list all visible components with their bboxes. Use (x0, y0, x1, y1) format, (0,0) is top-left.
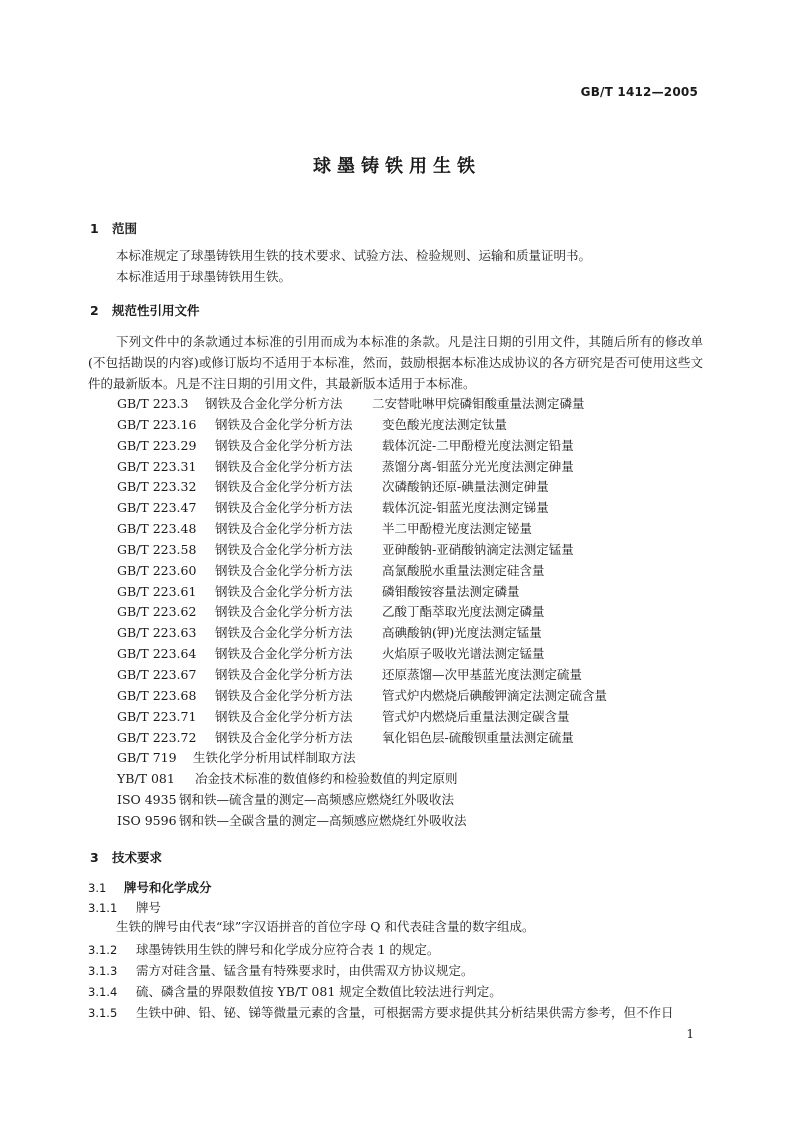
reference-item (117, 394, 607, 415)
reference-series: 钢铁及合金化学分析方法 (215, 521, 353, 537)
section-1-paragraph-1: 本标准规定了球墨铸铁用生铁的技术要求、试验方法、检验规则、运输和质量证明书。 (116, 248, 592, 263)
page-number: 1 (686, 1027, 694, 1041)
section-number: 1 (90, 221, 99, 236)
reference-text: 钢和铁—硫含量的测定—高频感应燃烧红外吸收法 (179, 792, 455, 808)
reference-item (117, 519, 607, 540)
section-2-heading (90, 301, 200, 319)
clause-3-1-4 (88, 982, 502, 1000)
reference-series: 钢铁及合金化学分析方法 (215, 458, 353, 474)
clause-number: 3.1.3 (88, 964, 118, 978)
reference-code: GB/T 223.60 (117, 562, 197, 578)
section-title: 规范性引用文件 (112, 303, 200, 318)
reference-method: 火焰原子吸收光谱法测定锰量 (382, 646, 545, 662)
clause-title: 牌号和化学成分 (124, 880, 212, 895)
reference-series: 钢铁及合金化学分析方法 (215, 666, 353, 682)
clause-number: 3.1.4 (88, 985, 118, 999)
page-title: 球墨铸铁用生铁 (313, 156, 481, 177)
reference-series: 钢铁及合金化学分析方法 (215, 541, 353, 557)
reference-code: GB/T 223.29 (117, 437, 197, 453)
reference-item (117, 728, 607, 749)
reference-item (117, 498, 607, 519)
clause-text: 硫、磷含量的界限数值按 YB/T 081 规定全数值比较法进行判定。 (136, 984, 502, 999)
reference-method: 高碘酸钠(钾)光度法测定锰量 (382, 625, 542, 641)
reference-method: 氧化铝色层-硫酸钡重量法测定硫量 (382, 729, 574, 745)
reference-series: 钢铁及合金化学分析方法 (215, 729, 353, 745)
clause-3-1-1-text: 生铁的牌号由代表“球”字汉语拼音的首位字母 Q 和代表硅含量的数字组成。 (116, 919, 535, 934)
reference-item (117, 623, 607, 644)
section-title: 范围 (112, 221, 138, 236)
clause-text: 球墨铸铁用生铁的牌号和化学成分应符合表 1 的规定。 (136, 942, 440, 957)
reference-method: 次磷酸钠还原-碘量法测定砷量 (382, 479, 549, 495)
clause-3-1-5 (88, 1003, 674, 1021)
reference-series: 钢铁及合金化学分析方法 (215, 416, 353, 432)
reference-code: GB/T 223.16 (117, 416, 197, 432)
section-2-intro: 下列文件中的条款通过本标准的引用而成为本标准的条款。凡是注日期的引用文件，其随后所有的修改单(不包括勘误的内容)或修订版均不适用于本标准，然而，鼓励根据本标准达成协议的各方研究是否可使用这些文件的最新版本。凡是不注日期的引用文件，其最新版本适用于本标准。 (88, 334, 703, 391)
reference-code: ISO 9596 (117, 812, 177, 828)
reference-item (117, 790, 607, 811)
reference-code: GB/T 223.63 (117, 625, 197, 641)
reference-item (117, 769, 607, 790)
reference-series: 钢铁及合金化学分析方法 (215, 437, 353, 453)
reference-text: 生铁化学分析用试样制取方法 (193, 750, 356, 766)
clause-number: 3.1.5 (88, 1006, 118, 1020)
standard-number: GB/T 1412—2005 (580, 85, 698, 99)
clause-text: 需方对硅含量、锰含量有特殊要求时，由供需双方协议规定。 (136, 963, 474, 978)
reference-series: 钢铁及合金化学分析方法 (215, 708, 353, 724)
clause-title: 牌号 (136, 900, 162, 915)
reference-method: 蒸馏分离-钼蓝分光光度法测定砷量 (382, 458, 574, 474)
reference-series: 钢铁及合金化学分析方法 (215, 500, 353, 516)
reference-text: 冶金技术标准的数值修约和检验数值的判定原则 (195, 771, 458, 787)
reference-code: ISO 4935 (117, 792, 177, 808)
clause-number: 3.1.1 (88, 901, 118, 915)
reference-method: 磷钼酸铵容量法测定磷量 (382, 583, 520, 599)
reference-series: 钢铁及合金化学分析方法 (215, 562, 353, 578)
reference-item (117, 602, 607, 623)
reference-item (117, 457, 607, 478)
clause-3-1-3 (88, 961, 474, 979)
reference-method: 亚砷酸钠-亚硝酸钠滴定法测定锰量 (382, 541, 574, 557)
reference-item (117, 665, 607, 686)
reference-method: 管式炉内燃烧后重量法测定碳含量 (382, 708, 570, 724)
reference-method: 乙酸丁酯萃取光度法测定磷量 (382, 604, 545, 620)
clause-3-1 (88, 878, 212, 896)
reference-code: GB/T 223.64 (117, 646, 197, 662)
reference-item (117, 477, 607, 498)
reference-item (117, 561, 607, 582)
reference-item (117, 644, 607, 665)
reference-code: GB/T 223.68 (117, 687, 197, 703)
reference-text: 钢和铁—全碳含量的测定—高频感应燃烧红外吸收法 (179, 812, 467, 828)
reference-method: 高氯酸脱水重量法测定硅含量 (382, 562, 545, 578)
reference-method: 二安替吡啉甲烷磷钼酸重量法测定磷量 (372, 396, 585, 411)
section-number: 3 (90, 850, 99, 865)
reference-method: 载体沉淀-二甲酚橙光度法测定铅量 (382, 437, 574, 453)
reference-series: 钢铁及合金化学分析方法 (215, 604, 353, 620)
reference-code: GB/T 223.67 (117, 666, 197, 682)
reference-series: 钢铁及合金化学分析方法 (215, 646, 353, 662)
reference-method: 半二甲酚橙光度法测定铋量 (382, 521, 533, 537)
section-3-heading (90, 848, 162, 866)
section-1-paragraph-2: 本标准适用于球墨铸铁用生铁。 (116, 269, 292, 284)
section-number: 2 (90, 303, 99, 318)
section-title: 技术要求 (112, 850, 163, 865)
reference-item (117, 748, 607, 769)
reference-series: 钢铁及合金化学分析方法 (215, 625, 353, 641)
reference-code: GB/T 719 (117, 750, 177, 766)
reference-series: 钢铁及合金化学分析方法 (205, 396, 343, 411)
reference-method: 载体沉淀-钼蓝光度法测定锑量 (382, 500, 549, 516)
reference-code: GB/T 223.62 (117, 604, 197, 620)
clause-text: 生铁中砷、铅、铋、锑等微量元素的含量，可根据需方要求提供其分析结果供需方参考，但不作日 (136, 1005, 674, 1020)
reference-item (117, 540, 607, 561)
reference-code: GB/T 223.61 (117, 583, 197, 599)
normative-reference-list (117, 394, 607, 832)
clause-number: 3.1.2 (88, 943, 118, 957)
reference-code: GB/T 223.31 (117, 458, 197, 474)
clause-3-1-1 (88, 898, 161, 916)
reference-code: GB/T 223.47 (117, 500, 197, 516)
reference-code: YB/T 081 (117, 771, 175, 787)
clause-number: 3.1 (88, 881, 107, 895)
clause-3-1-2 (88, 940, 439, 958)
reference-series: 钢铁及合金化学分析方法 (215, 479, 353, 495)
reference-item (117, 415, 607, 436)
reference-code: GB/T 223.3 (117, 396, 189, 411)
reference-item (117, 436, 607, 457)
reference-code: GB/T 223.32 (117, 479, 197, 495)
reference-item (117, 582, 607, 603)
reference-code: GB/T 223.48 (117, 521, 197, 537)
reference-series: 钢铁及合金化学分析方法 (215, 583, 353, 599)
reference-item (117, 686, 607, 707)
reference-method: 还原蒸馏—次甲基蓝光度法测定硫量 (382, 666, 583, 682)
reference-code: GB/T 223.58 (117, 541, 197, 557)
reference-code: GB/T 223.72 (117, 729, 197, 745)
section-1-heading (90, 219, 137, 237)
reference-item (117, 707, 607, 728)
reference-series: 钢铁及合金化学分析方法 (215, 687, 353, 703)
reference-code: GB/T 223.71 (117, 708, 197, 724)
reference-method: 管式炉内燃烧后碘酸钾滴定法测定硫含量 (382, 687, 608, 703)
reference-method: 变色酸光度法测定钛量 (382, 416, 508, 432)
reference-item (117, 811, 607, 832)
